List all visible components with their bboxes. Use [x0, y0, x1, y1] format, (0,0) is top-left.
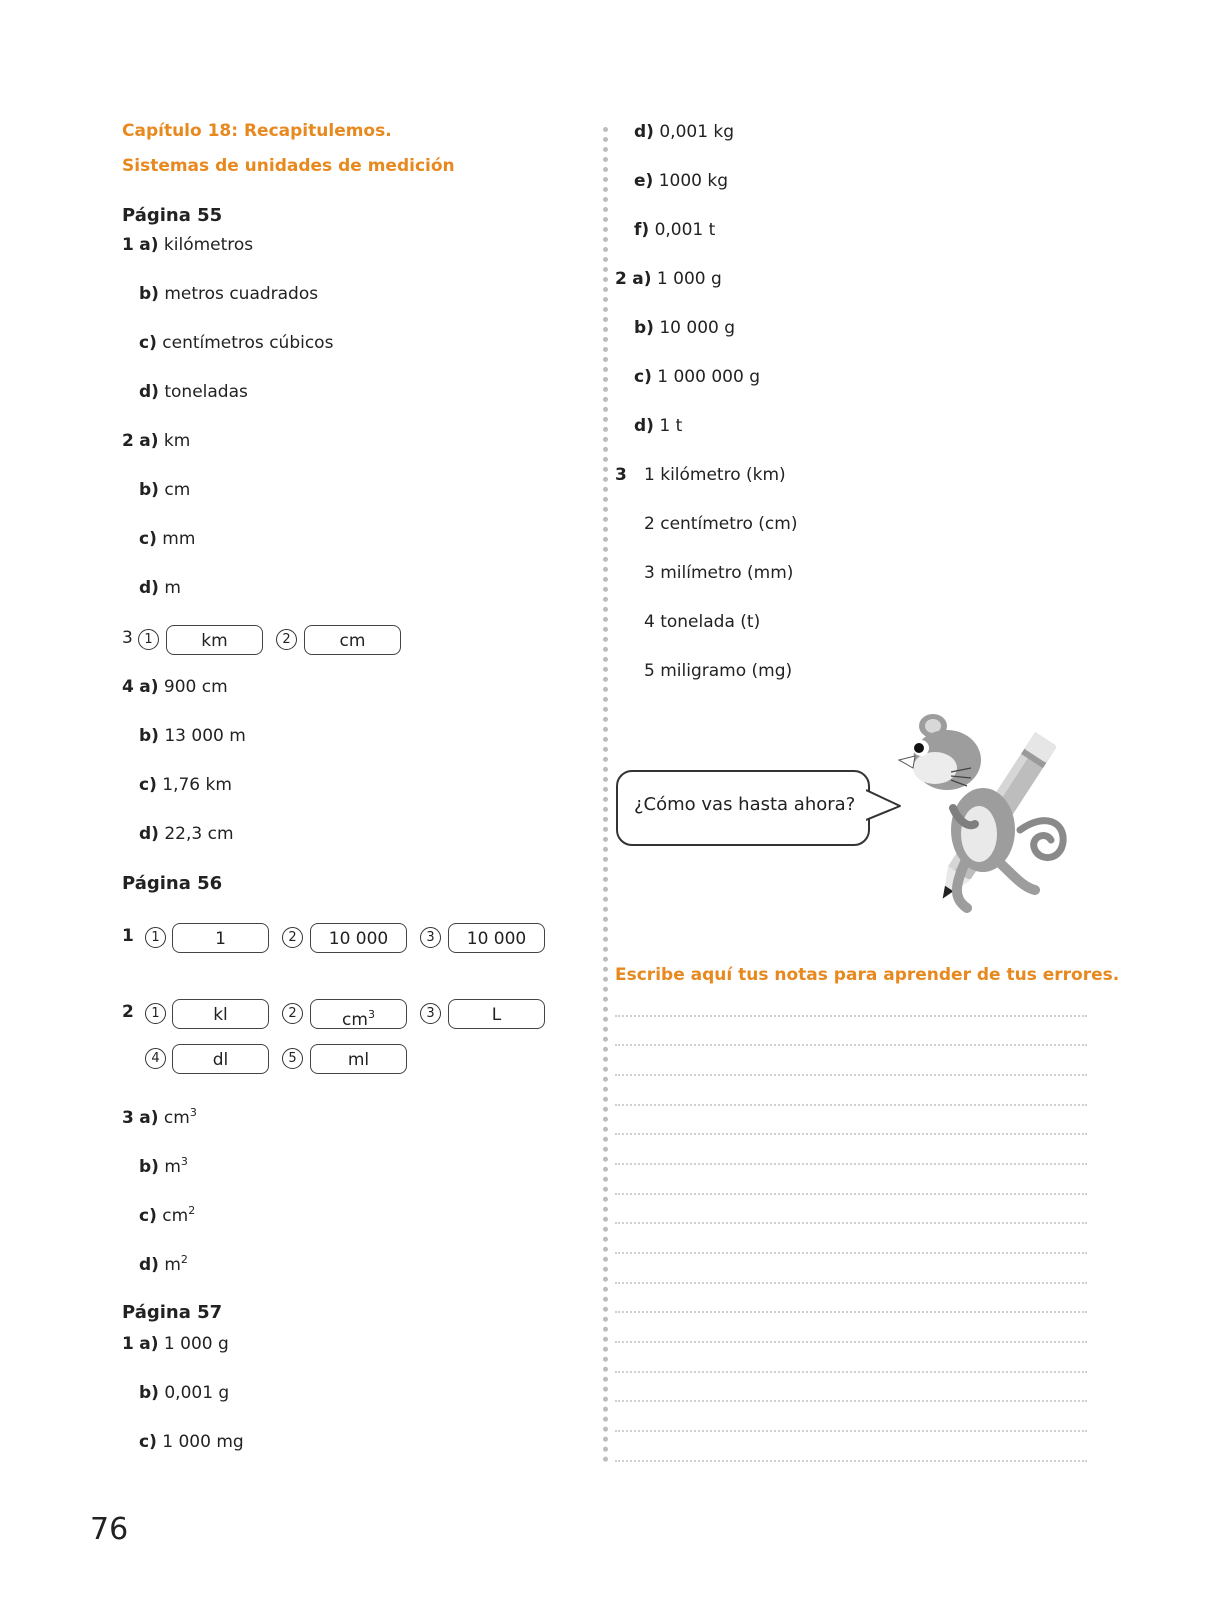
question-number-56-2: 2: [122, 1002, 134, 1022]
answer-55-2b: b) cm: [139, 480, 191, 500]
circled-number-1: 1: [145, 1003, 166, 1024]
answer-box-56-2-4: dl: [172, 1044, 269, 1074]
page-heading-56: Página 56: [122, 873, 223, 894]
chapter-title: Capítulo 18: Recapitulemos.: [122, 121, 392, 141]
unit-list-item: 1 kilómetro (km): [644, 465, 786, 485]
answer-box-56-2-3: L: [448, 999, 545, 1029]
answer-box-56-2-2: $cm^3$: [310, 999, 407, 1029]
unit-list-item: 5 miligramo (mg): [644, 661, 793, 681]
answer-57-2b: b) 10 000 g: [634, 318, 736, 338]
answer-55-2c: c) mm: [139, 529, 196, 549]
page-heading-57: Página 57: [122, 1302, 223, 1323]
question-number-55-3: 3: [122, 628, 133, 648]
circled-number-3: 3: [420, 927, 441, 948]
note-line: [615, 1015, 1087, 1017]
note-line: [615, 1163, 1087, 1165]
question-number-56-1: 1: [122, 926, 134, 946]
note-line: [615, 1104, 1087, 1106]
answer-55-4b: b) 13 000 m: [139, 726, 246, 746]
circled-number-2: 2: [282, 1003, 303, 1024]
answer-box-56-1-1: 1: [172, 923, 269, 953]
answer-55-1d: d) toneladas: [139, 382, 248, 402]
answer-55-4c: c) 1,76 km: [139, 775, 232, 795]
circled-number-2: 2: [282, 927, 303, 948]
note-line: [615, 1074, 1087, 1076]
answer-box-56-1-3: 10 000: [448, 923, 545, 953]
answer-56-3b: b) $m^3$: [139, 1155, 188, 1177]
answer-box-55-3-1: km: [166, 625, 263, 655]
answer-box-56-2-5: ml: [310, 1044, 407, 1074]
answer-55-4a: 4 a) 900 cm: [122, 677, 228, 697]
note-line: [615, 1044, 1087, 1046]
unit-list-item: 4 tonelada (t): [644, 612, 761, 632]
answer-55-2a: 2 a) km: [122, 431, 191, 451]
notes-heading: Escribe aquí tus notas para aprender de tus errores.: [615, 965, 1120, 985]
note-line: [615, 1341, 1087, 1343]
answer-57-1e: e) 1000 kg: [634, 171, 729, 191]
answer-box-56-2-1: kl: [172, 999, 269, 1029]
note-line: [615, 1371, 1087, 1373]
unit-list-item: 3 milímetro (mm): [644, 563, 794, 583]
note-line: [615, 1282, 1087, 1284]
answer-55-1a: 1 a) kilómetros: [122, 235, 254, 255]
answer-57-1b: b) 0,001 g: [139, 1383, 230, 1403]
answer-57-1a: 1 a) 1 000 g: [122, 1334, 229, 1354]
answer-55-1b: b) metros cuadrados: [139, 284, 319, 304]
column-divider: [603, 127, 608, 1463]
note-line: [615, 1400, 1087, 1402]
circled-number-1: 1: [138, 629, 159, 650]
note-line: [615, 1133, 1087, 1135]
page-number: 76: [90, 1512, 129, 1547]
page-heading-55: Página 55: [122, 205, 223, 226]
circled-number-2: 2: [276, 629, 297, 650]
circled-number-4: 4: [145, 1048, 166, 1069]
answer-56-3c: c) $cm^2$: [139, 1204, 196, 1226]
note-line: [615, 1311, 1087, 1313]
answer-55-2d: d) m: [139, 578, 181, 598]
note-line: [615, 1193, 1087, 1195]
answer-57-1c: c) 1 000 mg: [139, 1432, 244, 1452]
circled-number-1: 1: [145, 927, 166, 948]
answer-57-1f: f) 0,001 t: [634, 220, 716, 240]
unit-list-item: 2 centímetro (cm): [644, 514, 798, 534]
answer-57-2c: c) 1 000 000 g: [634, 367, 760, 387]
speech-bubble-text: ¿Cómo vas hasta ahora?: [634, 794, 856, 815]
answer-57-1d: d) 0,001 kg: [634, 122, 735, 142]
circled-number-3: 3: [420, 1003, 441, 1024]
question-number-57-3: 3: [615, 465, 627, 485]
chapter-subtitle: Sistemas de unidades de medición: [122, 156, 455, 176]
monkey-with-pencil-icon: [895, 712, 1085, 927]
note-line: [615, 1460, 1087, 1462]
note-line: [615, 1222, 1087, 1224]
answer-box-55-3-2: cm: [304, 625, 401, 655]
answer-57-2d: d) 1 t: [634, 416, 683, 436]
answer-56-3d: d) $m^2$: [139, 1253, 188, 1275]
answer-56-3a: 3 a) $cm^3$: [122, 1106, 197, 1128]
answer-57-2a: 2 a) 1 000 g: [615, 269, 722, 289]
answer-box-56-1-2: 10 000: [310, 923, 407, 953]
answer-55-1c: c) centímetros cúbicos: [139, 333, 334, 353]
note-line: [615, 1252, 1087, 1254]
note-line: [615, 1430, 1087, 1432]
circled-number-5: 5: [282, 1048, 303, 1069]
answer-55-4d: d) 22,3 cm: [139, 824, 234, 844]
